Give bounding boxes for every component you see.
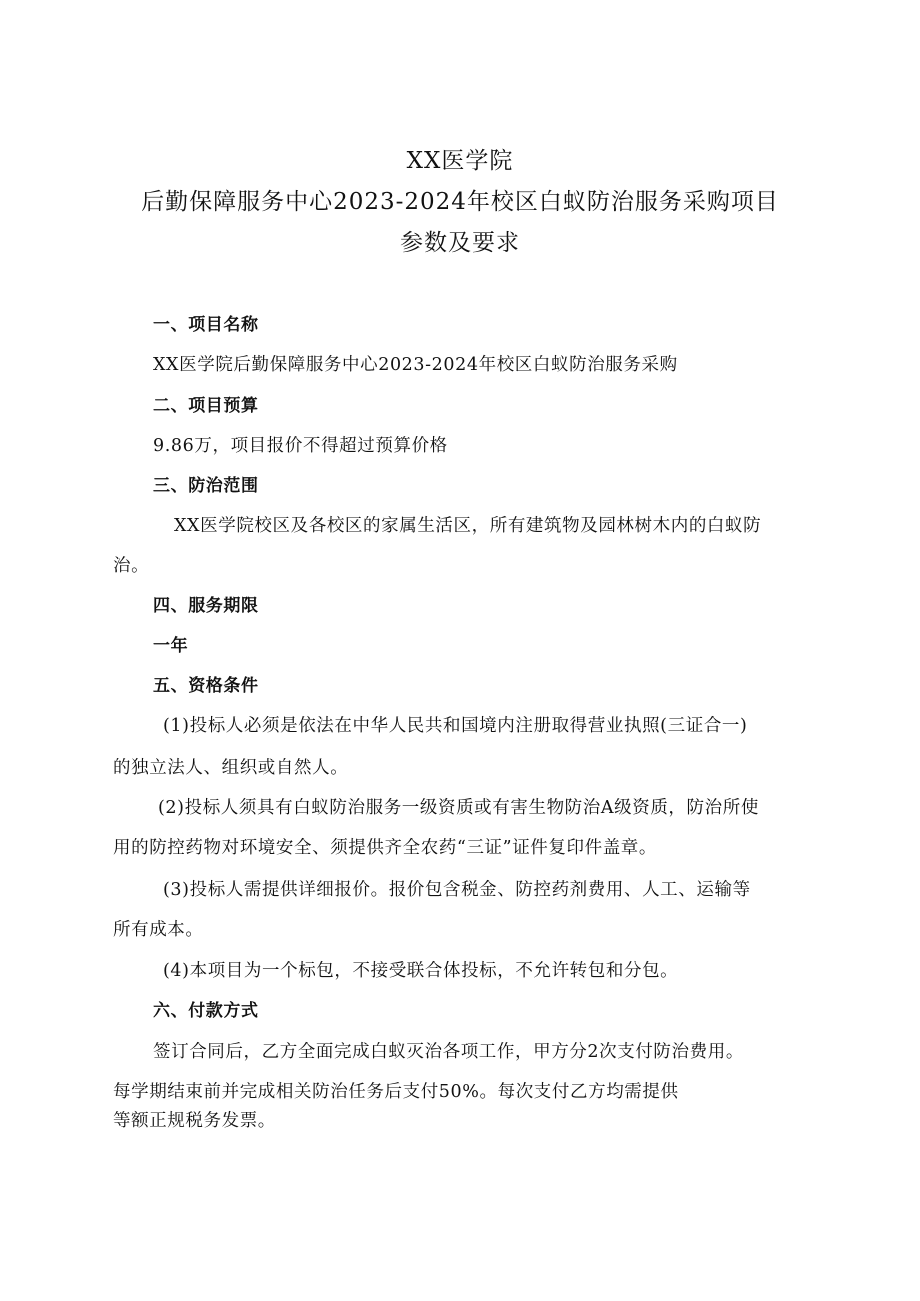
doc-title-project: 后勤保障服务中心2023-2024年校区白蚁防治服务采购项目: [141, 189, 779, 215]
section-heading-budget: 二、项目预算: [153, 396, 259, 416]
section-body-scope-line1: XX医学院校区及各校区的家属生活区，所有建筑物及园林树木内的白蚁防: [174, 516, 762, 536]
section-body-project-name: XX医学院后勤保障服务中心2023-2024年校区白蚁防治服务采购: [153, 355, 678, 375]
qualification-item-1-line2: 的独立法人、组织或自然人。: [113, 758, 349, 778]
section-body-payment-line3: 等额正规税务发票。: [113, 1111, 276, 1131]
section-body-budget: 9.86万，项目报价不得超过预算价格: [153, 436, 448, 456]
section-heading-qualifications: 五、资格条件: [153, 676, 259, 696]
section-body-service-period: 一年: [153, 636, 189, 656]
qualification-item-2-line1: (2)投标人须具有白蚁防治服务一级资质或有害生物防治A级资质，防治所使: [158, 798, 759, 818]
qualification-item-1-line1: (1)投标人必须是依法在中华人民共和国境内注册取得营业执照(三证合一): [163, 716, 748, 736]
section-heading-payment: 六、付款方式: [153, 1001, 259, 1021]
section-body-payment-line2: 每学期结束前并完成相关防治任务后支付50%。每次支付乙方均需提供: [113, 1082, 679, 1102]
section-body-payment-line1: 签订合同后，乙方全面完成白蚁灭治各项工作，甲方分2次支付防治费用。: [153, 1042, 744, 1062]
section-heading-service-period: 四、服务期限: [153, 596, 259, 616]
section-body-scope-line2: 治。: [113, 556, 150, 576]
qualification-item-2-line2: 用的防控药物对环境安全、须提供齐全农药“三证”证件复印件盖章。: [113, 838, 657, 858]
qualification-item-3-line2: 所有成本。: [113, 920, 204, 940]
section-heading-project-name: 一、项目名称: [153, 315, 259, 335]
doc-title-subtitle: 参数及要求: [400, 230, 520, 256]
doc-title-institution: XX医学院: [406, 148, 514, 174]
section-heading-scope: 三、防治范围: [153, 476, 259, 496]
qualification-item-4: (4)本项目为一个标包，不接受联合体投标，不允许转包和分包。: [163, 961, 679, 981]
qualification-item-3-line1: (3)投标人需提供详细报价。报价包含税金、防控药剂费用、人工、运输等: [163, 880, 751, 900]
